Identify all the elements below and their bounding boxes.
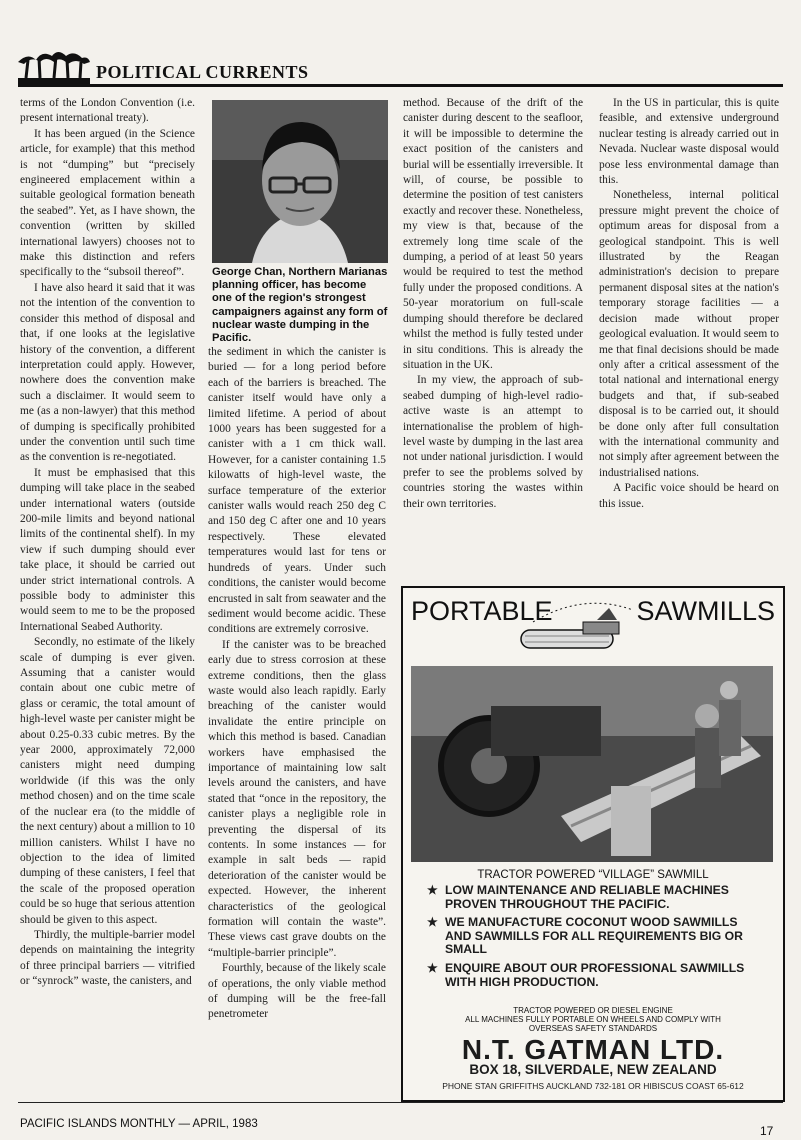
ad-title-left: PORTABLE: [411, 596, 553, 626]
ad-title-right: SAWMILLS: [636, 596, 775, 626]
paragraph: In the US in particular, this is quite feasible, and extensive underground nuclear testing is already carried out in Nevada. Nuclear waste disposal would pose less environmental damage than this.: [599, 97, 779, 187]
paragraph: Fourthly, because of the likely scale of operations, the only viable method of dumping will be the free-fall penetrometer: [208, 962, 386, 1021]
paragraph: I have also heard it said that it was not the intention of the convention to consider this method of disposal and that, if one looks at the legislative history of the convention, a different interpretation could apply. However, nowhere does the convention make such a disclaimer. It would seem to me (as a non-lawyer) that this method of dumping is specifically prohibited under the convention until such time as the convention is re-negotiated.: [20, 281, 195, 464]
sawmill-advertisement: [401, 586, 785, 1102]
ad-address: BOX 18, SILVERDALE, NEW ZEALAND: [469, 1062, 717, 1077]
star-icon: ★: [427, 960, 438, 975]
paragraph: the sediment in which the canister is buried — for a long period before each of the barriers is breached. The canister itself would have only a limited lifetime. A period of about 1000 years has been suggested for a canister with a 1 cm thick wall. However, for a canister containing 1.5 kilowatts of high-level waste, the surface temperature of the exterior canister walls would reach 250 deg C and 150 deg C after one and 10 years respectively. These elevated temperatures would last for tens or hundreds of years. Under such conditions, the canister would become encrusted in salt from seawater and the sediment would become acidic. These conditions are extremely corrosive.: [208, 346, 386, 636]
footer-rule: [18, 1102, 783, 1103]
ad-phone: PHONE STAN GRIFFITHS AUCKLAND 732-181 OR HIBISCUS COAST 65-612: [442, 1081, 744, 1091]
paragraph: If the canister was to be breached early due to stress corrosion at these extreme conditions, then the glass waste would also leach rapidly. Early breaching of the canister would invalidate the entire principle on which this method is based. Canadian workers have emphasised the importance of maintaining low salt levels around the canisters, and have stated that “once in the repository, the canister plays a negligible role in preventing the dispersal of its contents. In some instances — for example in salt beds — rapid deterioration of the canister would be expected. However, the inherent characteristics of the geological formation will contain the waste”. These views cast grave doubts on the “multiple-barrier principle”.: [208, 638, 386, 959]
small-print-line: OVERSEAS SAFETY STANDARDS: [528, 1024, 658, 1033]
list-item: [427, 884, 757, 911]
paragraph: Secondly, no estimate of the likely scale of dumping is ever given. Assuming that a canister would contain about one cubic metre of glass or ceramic, the total amount of high-level waste per canister might be about 0.25-0.33 cubic metres. By the year 2000, approximately 72,000 canisters might need dumping worldwide (if this was the only method chosen) and on the time scale of the nuclear era (to the middle of the next century) about a million to 10 million canisters. Whilst I have no objection to the idea of limited dumping of these canisters, I feel that the scale of the proposed operation could be so huge that serious attention should be given to this aspect.: [20, 636, 195, 926]
sawmill-photo: [411, 666, 773, 862]
portrait-photo: [212, 100, 388, 263]
page-header: [18, 46, 783, 90]
article-column-2: [208, 345, 386, 1023]
paragraph: It must be emphasised that this dumping will take place in the seabed under international waters (outside 200-mile limits and beyond national limits of the continental shelf). In my view if such dumping should ever take place, it should be carried out under strict international controls. A possible body to administer this would seem to me to be the proposed International Seabed Authority.: [20, 466, 195, 633]
feature-text: LOW MAINTENANCE AND RELIABLE MACHINES PROVEN THROUGHOUT THE PACIFIC.: [445, 883, 729, 911]
ad-feature-list: [427, 884, 757, 994]
header-rule: [18, 84, 783, 87]
feature-text: WE MANUFACTURE COCONUT WOOD SAWMILLS AND SAWMILLS FOR ALL REQUIREMENTS BIG OR SMALL: [445, 915, 743, 957]
ad-subtitle: TRACTOR POWERED “VILLAGE” SAWMILL: [477, 869, 709, 881]
list-item: [427, 916, 757, 957]
paragraph: A Pacific voice should be heard on this issue.: [599, 482, 779, 510]
paragraph: Thirdly, the multiple-barrier model depends on maintaining the integrity of three principal barriers — vitrified or “synrock” waste, the canisters, and: [20, 928, 195, 988]
star-icon: ★: [427, 915, 438, 930]
ad-small-print: [403, 1006, 783, 1033]
paragraph: Nonetheless, internal political pressure might prevent the choice of optimum areas for disposal from a geological standpoint. This is well illustrated by the Reagan administration's decision to prepare permanent disposal sites at the nation's temporary storage facilities — a decision made without proper geological evaluation. It would seem to me that final decisions should be made only after a critical assessment of the total national and international energy budgets and that, if sub-seabed disposal is to be carried out, it should be done only after full consultation with the international community and not simply after agreement between the industrialised nations.: [599, 189, 779, 479]
paragraph: In my view, the approach of sub-seabed dumping of high-level radio-active waste is an attempt to internationalise the problem of high-level waste by dumping in the last area not under national jurisdiction. I would prefer to see the problems solved by countries storing the wastes within their own territories.: [403, 374, 583, 510]
star-icon: ★: [427, 883, 438, 897]
page-number: 17: [760, 1124, 774, 1138]
ad-company-name: N.T. GATMAN LTD.: [461, 1034, 725, 1065]
paragraph: terms of the London Convention (i.e. present international treaty).: [20, 97, 195, 125]
paragraph: It has been argued (in the Science article, for example) that this method is not “dumping” but “precisely engineered emplacement within a suitable geological formation beneath the seabed”. Yet, as I have shown, the convention (written by skilled international lawyers) chooses not to make this distinction and refers specifically to the “subsoil thereof”.: [20, 127, 195, 279]
section-title: POLITICAL CURRENTS: [96, 62, 309, 82]
small-print-line: TRACTOR POWERED OR DIESEL ENGINE: [513, 1006, 673, 1015]
publication-footer: PACIFIC ISLANDS MONTHLY — APRIL, 1983: [20, 1118, 258, 1130]
paragraph: method. Because of the drift of the canister during descent to the seafloor, it will be impossible to determine the exact position of the canisters and burial will be essentially irreversible. It will, of course, be possible to determine the position of test canisters exactly and recover these. Nonetheless, my view is that, because of the extremely long time scale of the dumping, a period of at least 50 years would be required to test the method fully under the proposed conditions. A 50-year moratorium on full-scale dumping should therefore be declared whilst the method is fully tested under in situ conditions. This is already the situation in the UK.: [403, 97, 583, 371]
article-column-1: [20, 96, 195, 990]
sawmill-log-icon: [513, 596, 653, 656]
article-column-3: [403, 96, 583, 512]
feature-text: ENQUIRE ABOUT OUR PROFESSIONAL SAWMILLS WITH HIGH PRODUCTION.: [445, 960, 745, 989]
small-print-line: ALL MACHINES FULLY PORTABLE ON WHEELS AND COMPLY WITH: [465, 1015, 721, 1024]
article-column-4: [599, 96, 779, 512]
list-item: [427, 962, 757, 989]
photo-caption: George Chan, Northern Marianas planning officer, has become one of the region's strongest campaigners against any form of nuclear waste dumping in the Pacific.: [212, 266, 388, 345]
palm-trees-logo-icon: [18, 48, 90, 86]
